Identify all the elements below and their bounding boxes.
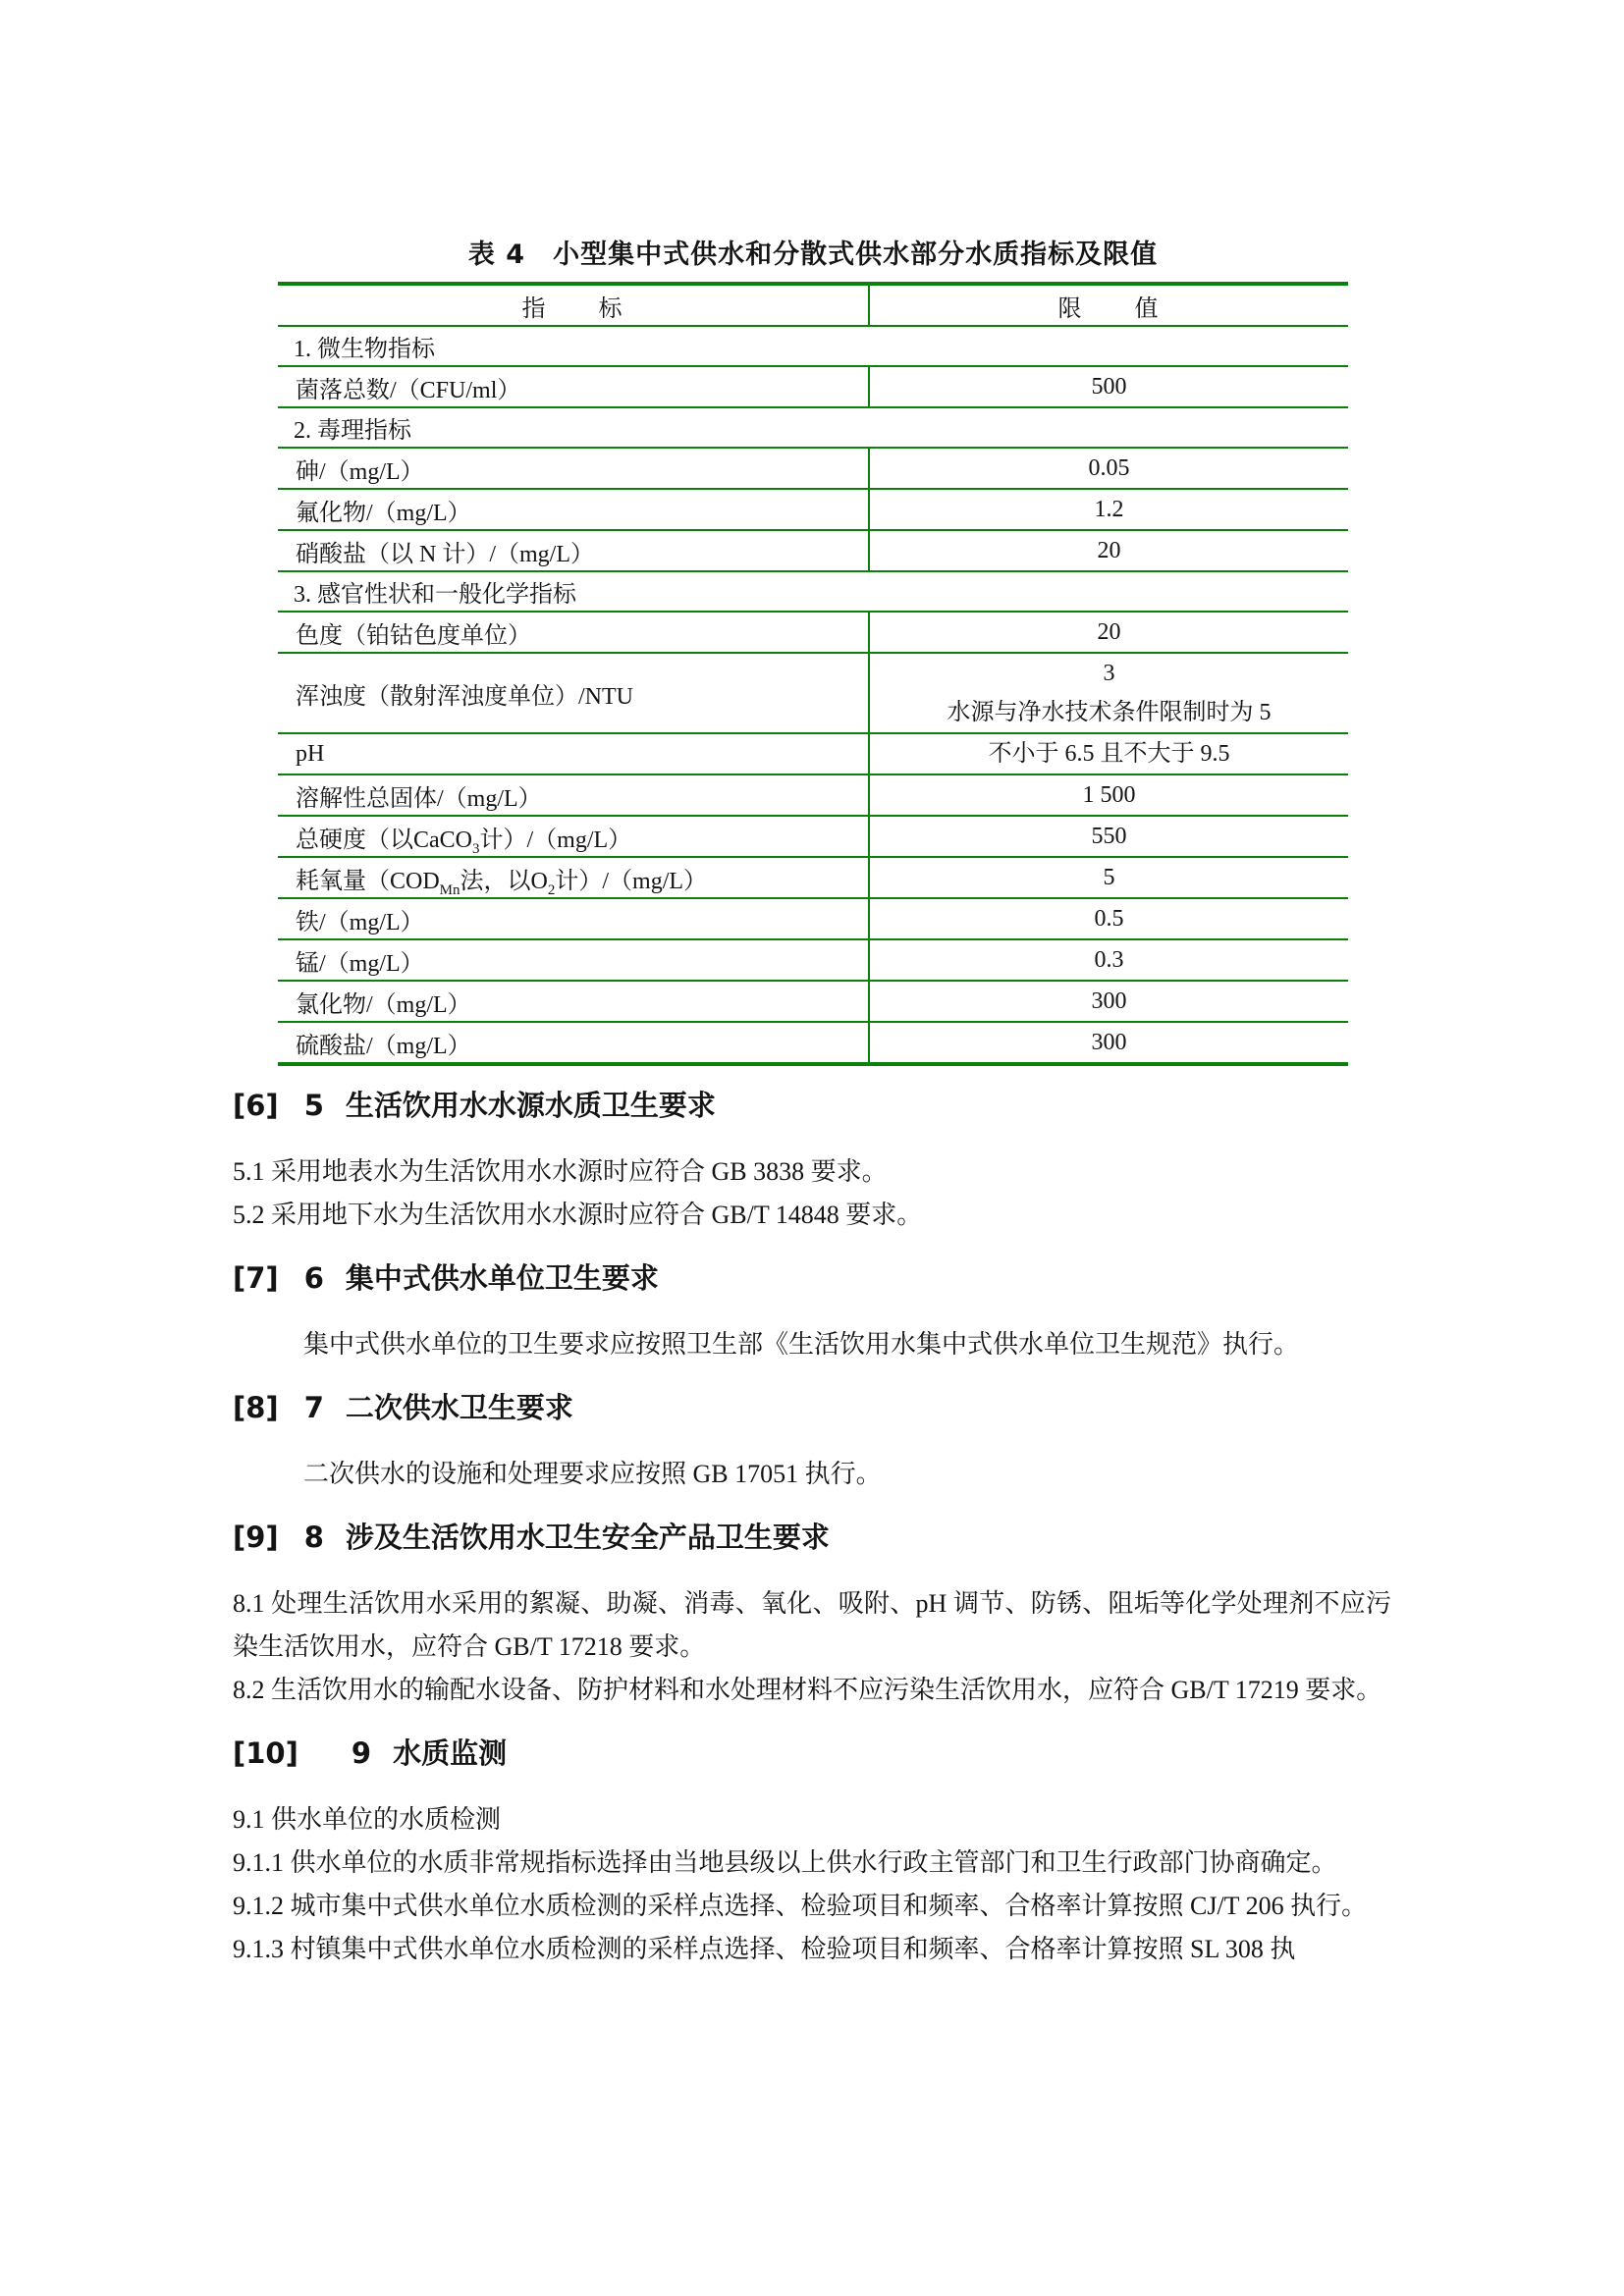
limit-line: 550 [1091,824,1127,849]
limit-cell [869,1022,1348,1064]
indicator-cell: 菌落总数/（CFU/ml） [278,366,869,407]
limit-line: 20 [1097,619,1121,645]
limit-line: 300 [1091,1030,1127,1055]
section-tag: [6] [233,1089,279,1122]
table-data-row [278,489,1348,530]
indicator-cell: 锰/（mg/L） [278,939,869,981]
limit-cell [869,612,1348,653]
limit-line: 20 [1097,538,1121,563]
limit-cell [869,981,1348,1022]
paragraph: 8.2 生活饮用水的输配水设备、防护材料和水处理材料不应污染生活饮用水，应符合 GB/T 17219 要求。 [233,1676,1382,1704]
section-tag: [8] [233,1391,279,1424]
limit-line: 0.5 [1094,906,1124,932]
paragraph: 9.1.3 村镇集中式供水单位水质检测的采样点选择、检验项目和频率、合格率计算按照 SL 308 执 [233,1935,1296,1963]
limit-cell [869,733,1348,774]
limit-line: 不小于 6.5 且不大于 9.5 [988,741,1230,767]
table-section-label: 3. 感官性状和一般化学指标 [278,571,1348,612]
section-heading [233,1086,1391,1125]
limit-cell [869,489,1348,530]
section-tag: [7] [233,1261,279,1295]
indicator-cell: 耗氧量（$COD_{Mn}$法，以$O_2$计）/（mg/L） [278,857,869,898]
paragraph: 5.2 采用地下水为生活饮用水水源时应符合 GB/T 14848 要求。 [233,1201,923,1229]
table-header-row [278,284,1348,326]
document-section [233,1518,1391,1712]
limit-line: 1 500 [1082,782,1136,808]
table-header-limit: 限 值 [869,284,1348,326]
document-section [233,1734,1391,1971]
paragraph: 9.1 供水单位的水质检测 [233,1805,502,1834]
section-tag: [9] [233,1521,279,1554]
document-section [233,1258,1391,1366]
section-number: 6 [303,1261,324,1295]
limit-cell [869,366,1348,407]
section-title: 生活饮用水水源水质卫生要求 [345,1089,716,1122]
table-data-row [278,733,1348,774]
table-data-row [278,448,1348,489]
indicator-cell: 氯化物/（mg/L） [278,981,869,1022]
table-data-row [278,530,1348,571]
table-section-row [278,571,1348,612]
section-heading [233,1734,1391,1773]
indicator-cell: 硫酸盐/（mg/L） [278,1022,869,1064]
table-section-row [278,407,1348,448]
section-title: 集中式供水单位卫生要求 [345,1261,659,1295]
table-data-row [278,981,1348,1022]
indicator-cell: 溶解性总固体/（mg/L） [278,774,869,816]
document-sections [233,1086,1391,1971]
section-tag: [10] [233,1736,298,1770]
indicator-cell: 铁/（mg/L） [278,898,869,939]
indicator-cell: pH [278,733,869,774]
limit-line: 500 [1091,374,1127,400]
limit-cell [869,653,1348,733]
paragraph: 5.1 采用地表水为生活饮用水水源时应符合 GB 3838 要求。 [233,1157,888,1186]
paragraph: 9.1.2 城市集中式供水单位水质检测的采样点选择、检验项目和频率、合格率计算按照 CJ/T 206 执行。 [233,1892,1368,1920]
limit-line: 5 [1103,865,1115,890]
limit-line: 300 [1091,988,1127,1014]
section-heading [233,1258,1391,1298]
indicator-cell: 氟化物/（mg/L） [278,489,869,530]
table-section-row [278,326,1348,366]
section-number: 7 [303,1391,324,1424]
section-number: 8 [303,1521,324,1554]
indicator-cell: 砷/（mg/L） [278,448,869,489]
table-data-row [278,939,1348,981]
paragraph: 二次供水的设施和处理要求应按照 GB 17051 执行。 [303,1460,882,1488]
indicator-cell: 硝酸盐（以 N 计）/（mg/L） [278,530,869,571]
limit-line: 0.3 [1094,947,1124,973]
table-section-label: 1. 微生物指标 [278,326,1348,366]
document-section [233,1086,1391,1237]
limit-cell [869,448,1348,489]
limit-line: 3 [1103,661,1115,686]
limit-cell [869,774,1348,816]
indicator-cell: 色度（铂钴色度单位） [278,612,869,653]
indicator-cell: 浑浊度（散射浑浊度单位）/NTU [278,653,869,733]
section-number: 5 [303,1089,324,1122]
limit-cell [869,816,1348,857]
table-data-row [278,366,1348,407]
section-heading [233,1388,1391,1427]
table-data-row [278,816,1348,857]
limit-cell [869,898,1348,939]
section-number: 9 [351,1736,372,1770]
table-data-row [278,653,1348,733]
table-data-row [278,898,1348,939]
document-section [233,1388,1391,1496]
limit-line: 1.2 [1094,497,1124,522]
paragraph: 集中式供水单位的卫生要求应按照卫生部《生活饮用水集中式供水单位卫生规范》执行。 [303,1330,1300,1359]
table-data-row [278,1022,1348,1064]
indicator-cell: 总硬度（以CaCO$_3$计）/（mg/L） [278,816,869,857]
table-header-indicator: 指 标 [278,284,869,326]
limit-cell [869,530,1348,571]
limit-cell [869,939,1348,981]
paragraph: 9.1.1 供水单位的水质非常规指标选择由当地县级以上供水行政主管部门和卫生行政部门协商确定。 [233,1848,1337,1877]
section-title: 水质监测 [393,1736,508,1770]
paragraph: 8.1 处理生活饮用水采用的絮凝、助凝、消毒、氧化、吸附、pH 调节、防锈、阻垢等化学处理剂不应污染生活饮用水，应符合 GB/T 17218 要求。 [233,1589,1391,1661]
section-heading [233,1518,1391,1557]
section-title: 涉及生活饮用水卫生安全产品卫生要求 [345,1521,830,1554]
table-data-row [278,857,1348,898]
water-quality-table [278,282,1348,1066]
limit-line: 水源与净水技术条件限制时为 5 [947,700,1272,725]
table-data-row [278,774,1348,816]
limit-cell [869,857,1348,898]
section-title: 二次供水卫生要求 [345,1391,573,1424]
table-title: 表 4 小型集中式供水和分散式供水部分水质指标及限值 [467,240,1159,270]
limit-line: 0.05 [1088,455,1130,481]
table-section-label: 2. 毒理指标 [278,407,1348,448]
table-data-row [278,612,1348,653]
